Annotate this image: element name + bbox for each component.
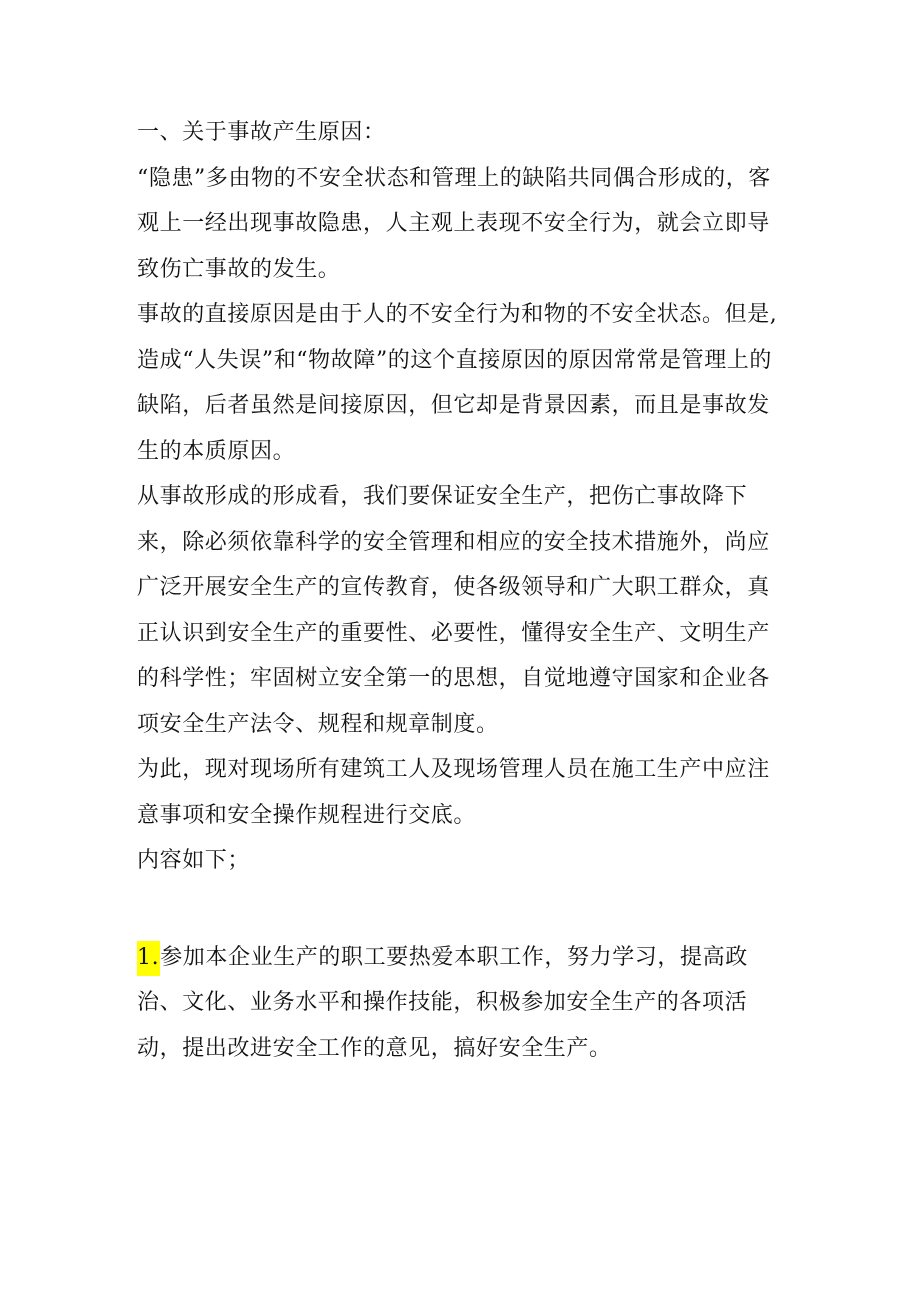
item-number-highlight: 1.: [137, 941, 160, 976]
list-item: [137, 935, 787, 1072]
paragraph-safety-education: 从事故形成的形成看，我们要保证安全生产，把伤亡事故降下来，除必须依靠科学的安全管理和相应的安全技术措施外，尚应广泛开展安全生产的宣传教育，使各级领导和广大职工群众，真正认识到安全生产的重要性、必要性，懂得安全生产、文明生产的科学性；牢固树立安全第一的思想，自觉地遵守国家和企业各项安全生产法令、规程和规章制度。: [137, 484, 770, 737]
paragraph-briefing-purpose: 为此，现对现场所有建筑工人及现场管理人员在施工生产中应注意事项和安全操作规程进行交底。: [137, 757, 770, 828]
paragraph-direct-cause: 事故的直接原因是由于人的不安全行为和物的不安全状态。但是,造成“人失误”和“物故障”的这个直接原因的原因常常是管理上的缺陷，后者虽然是间接原因，但它却是背景因素，而且是事故发生的本质原因。: [137, 302, 778, 464]
item-text: 参加本企业生产的职工要热爱本职工作，努力学习，提高政治、文化、业务水平和操作技能，积极参加安全生产的各项活动，提出改进安全工作的意见，搞好安全生产。: [137, 944, 748, 1061]
section-heading: 一、关于事故产生原因：: [137, 120, 386, 145]
paragraph-hazard-origin: “隐患”多由物的不安全状态和管理上的缺陷共同偶合形成的，客观上一经出现事故隐患，人主观上表现不安全行为，就会立即导致伤亡事故的发生。: [137, 165, 771, 282]
content-intro: 内容如下；: [137, 848, 251, 873]
spacer: [137, 884, 787, 935]
document-body: [137, 110, 787, 1071]
